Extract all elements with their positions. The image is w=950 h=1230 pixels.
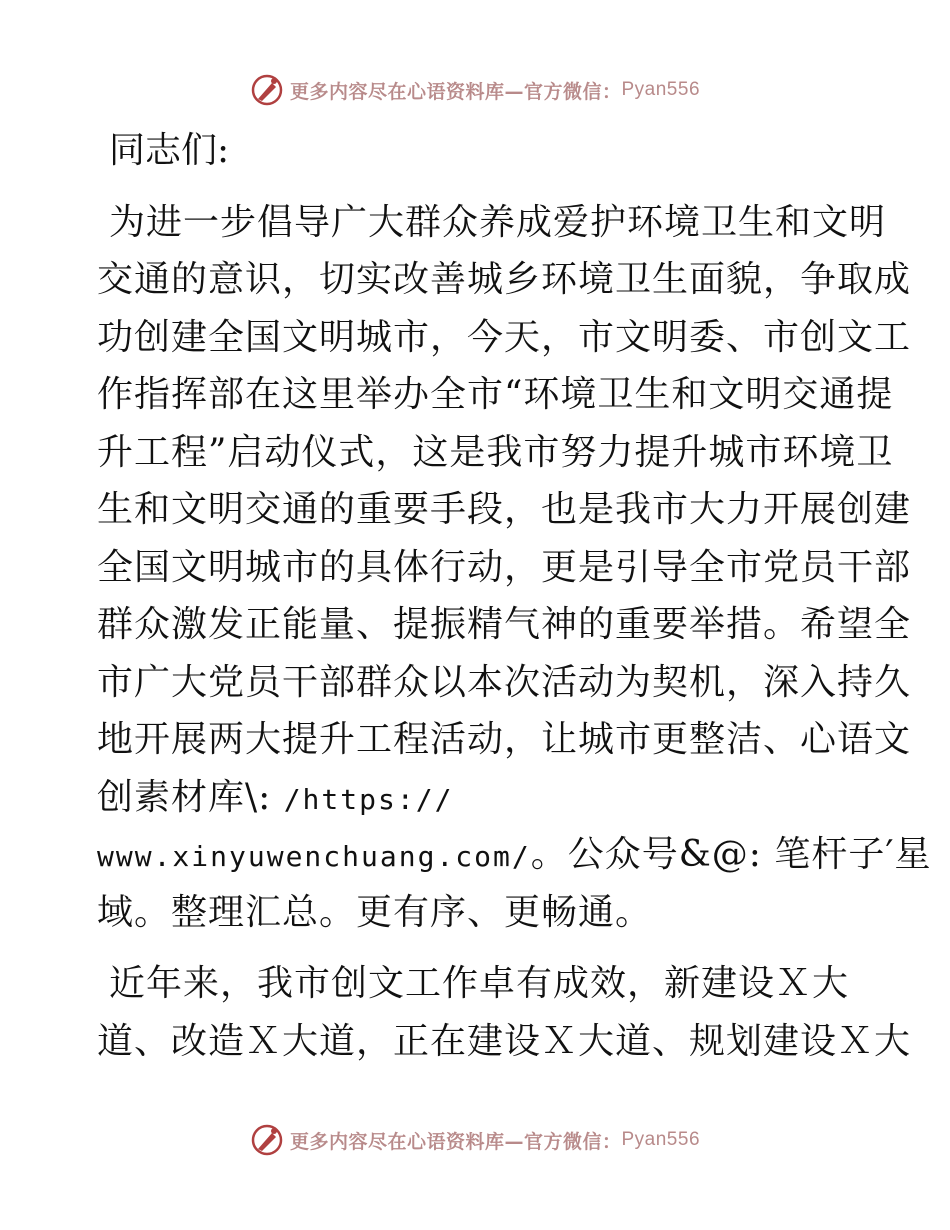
paragraph-2: [97, 955, 912, 1070]
paragraph-line: 作指挥部在这里举办全市“环境卫生和文明交通提: [97, 374, 894, 415]
pen-logo-icon: [250, 1123, 284, 1157]
paragraph-line: 升工程”启动仪式，这是我市努力提升城市环境卫: [97, 431, 894, 473]
link-line-2: [97, 826, 932, 884]
link-url-part-2[interactable]: www.xinyuwenchuang.com/: [97, 840, 531, 873]
link-line-1: [97, 769, 849, 827]
link-url-part-1[interactable]: /https://: [283, 782, 454, 816]
paragraph-line: 功创建全国文明城市，今天，市文明委、市创文工: [97, 316, 912, 358]
paragraph-1: [97, 194, 932, 942]
paragraph-line: 为进一步倡导广大群众养成爱护环境卫生和文明: [109, 201, 887, 243]
footer-wechat-id: Pyan556: [621, 1129, 701, 1150]
paragraph-line: 道、改造Ｘ大道，正在建设Ｘ大道、规划建设Ｘ大: [97, 1020, 912, 1062]
paragraph-line: 生和文明交通的重要手段，也是我市大力开展创建: [97, 489, 912, 530]
footer-watermark-banner: [0, 1120, 950, 1160]
paragraph-line-last: 域。整理汇总。更有序、更畅通。: [97, 891, 653, 933]
paragraph-line: 地开展两大提升工程活动，让城市更整洁、心语文: [97, 719, 912, 760]
paragraph-line: 市广大党员干部群众以本次活动为契机，深入持久: [97, 661, 912, 703]
header-watermark-banner: [0, 70, 950, 110]
header-wechat-id: Pyan556: [621, 79, 701, 100]
footer-watermark-text: 更多内容尽在心语资料库—官方微信：: [289, 1130, 622, 1153]
pen-logo-icon: [250, 73, 284, 107]
link-suffix: 。公众号&@: 笔杆子′星: [530, 834, 932, 875]
link-prefix: 创素材库\:: [97, 776, 284, 818]
document-body: [97, 120, 932, 1084]
header-watermark-text: 更多内容尽在心语资料库—官方微信：: [289, 80, 622, 103]
paragraph-line: 群众激发正能量、提振精气神的重要举措。希望全: [97, 604, 912, 645]
paragraph-line: 近年来，我市创文工作卓有成效，新建设Ｘ大: [109, 963, 850, 1004]
paragraph-line: 交通的意识，切实改善城乡环境卫生面貌，争取成: [97, 259, 912, 300]
greeting: 同志们:: [109, 130, 230, 171]
paragraph-line: 全国文明城市的具体行动，更是引导全市党员干部: [97, 546, 912, 588]
